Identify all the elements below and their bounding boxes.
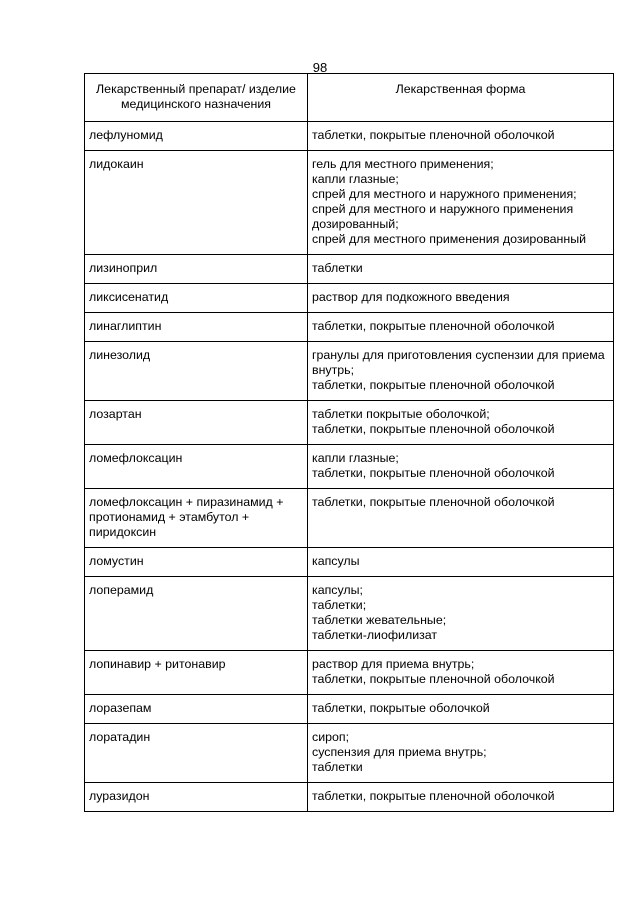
drug-name-cell: ломефлоксацин xyxy=(85,445,308,489)
dosage-form-line: таблетки, покрытые пленочной оболочкой xyxy=(312,789,555,803)
dosage-form-cell xyxy=(308,342,614,401)
drug-name-cell: ликсисенатид xyxy=(85,284,308,313)
page-number: 98 xyxy=(312,60,328,75)
drug-name-cell: линезолид xyxy=(85,342,308,401)
dosage-form-line: таблетки покрытые оболочкой; xyxy=(312,407,490,421)
header-drug: Лекарственный препарат/ изделие медицинского назначения xyxy=(85,74,308,122)
table-body xyxy=(85,122,614,812)
dosage-form-cell xyxy=(308,548,614,577)
dosage-form-line: таблетки, покрытые пленочной оболочкой xyxy=(312,422,555,436)
dosage-form-cell xyxy=(308,284,614,313)
dosage-form-line: таблетки, покрытые пленочной оболочкой xyxy=(312,319,555,333)
table-row xyxy=(85,651,614,695)
table-row xyxy=(85,577,614,651)
dosage-form-line: таблетки жевательные; xyxy=(312,613,447,627)
table-row xyxy=(85,445,614,489)
table-row xyxy=(85,313,614,342)
drug-name-cell: лидокаин xyxy=(85,151,308,255)
dosage-form-line: таблетки, покрытые оболочкой xyxy=(312,701,490,715)
drug-name-cell: лоразепам xyxy=(85,695,308,724)
dosage-form-line: таблетки xyxy=(312,261,363,275)
dosage-form-line: таблетки xyxy=(312,760,363,774)
dosage-form-cell xyxy=(308,401,614,445)
dosage-form-cell xyxy=(308,489,614,548)
dosage-form-line: гранулы для приготовления суспензии для приема внутрь; xyxy=(312,348,605,377)
drug-name-cell: лопинавир + ритонавир xyxy=(85,651,308,695)
dosage-form-line: таблетки, покрытые пленочной оболочкой xyxy=(312,128,555,142)
header-form: Лекарственная форма xyxy=(308,74,614,122)
dosage-form-line: спрей для местного применения дозированный xyxy=(312,232,587,246)
drug-name-cell: лоратадин xyxy=(85,724,308,783)
drug-name-cell: луразидон xyxy=(85,783,308,812)
table-row xyxy=(85,151,614,255)
drug-name-cell: лизиноприл xyxy=(85,255,308,284)
dosage-form-line: капли глазные; xyxy=(312,172,399,186)
dosage-form-cell xyxy=(308,577,614,651)
dosage-form-line: капсулы; xyxy=(312,583,363,597)
table-row xyxy=(85,724,614,783)
table-row xyxy=(85,255,614,284)
dosage-form-line: суспензия для приема внутрь; xyxy=(312,745,487,759)
dosage-form-line: раствор для подкожного введения xyxy=(312,290,510,304)
table-row xyxy=(85,122,614,151)
table-row xyxy=(85,695,614,724)
table-header xyxy=(85,74,614,122)
drug-name-cell: ломустин xyxy=(85,548,308,577)
dosage-form-line: сироп; xyxy=(312,730,350,744)
dosage-form-line: таблетки, покрытые пленочной оболочкой xyxy=(312,495,555,509)
drug-name-cell: линаглиптин xyxy=(85,313,308,342)
drug-name-cell: лефлуномид xyxy=(85,122,308,151)
dosage-form-cell xyxy=(308,651,614,695)
dosage-form-cell xyxy=(308,724,614,783)
drug-name-cell: ломефлоксацин + пиразинамид + протионамид + этамбутол + пиридоксин xyxy=(85,489,308,548)
dosage-form-cell xyxy=(308,783,614,812)
dosage-form-line: таблетки, покрытые пленочной оболочкой xyxy=(312,672,555,686)
drug-name-cell: лоперамид xyxy=(85,577,308,651)
table-row xyxy=(85,489,614,548)
dosage-form-line: капли глазные; xyxy=(312,451,399,465)
table-row xyxy=(85,342,614,401)
dosage-form-cell xyxy=(308,151,614,255)
dosage-form-cell xyxy=(308,313,614,342)
dosage-form-line: спрей для местного и наружного применения дозированный; xyxy=(312,202,574,231)
dosage-form-line: таблетки, покрытые пленочной оболочкой xyxy=(312,466,555,480)
dosage-form-cell xyxy=(308,695,614,724)
dosage-form-cell xyxy=(308,122,614,151)
dosage-form-line: капсулы xyxy=(312,554,360,568)
table-row xyxy=(85,783,614,812)
drug-name-cell: лозартан xyxy=(85,401,308,445)
table-row xyxy=(85,548,614,577)
dosage-form-line: таблетки, покрытые пленочной оболочкой xyxy=(312,378,555,392)
table-row xyxy=(85,401,614,445)
dosage-form-line: раствор для приема внутрь; xyxy=(312,657,475,671)
dosage-form-line: таблетки; xyxy=(312,598,367,612)
dosage-form-line: спрей для местного и наружного применения; xyxy=(312,187,577,201)
dosage-form-cell xyxy=(308,445,614,489)
header-row xyxy=(85,74,614,122)
dosage-form-cell xyxy=(308,255,614,284)
drug-table xyxy=(84,73,614,812)
table-row xyxy=(85,284,614,313)
dosage-form-line: гель для местного применения; xyxy=(312,157,494,171)
dosage-form-line: таблетки-лиофилизат xyxy=(312,628,438,642)
